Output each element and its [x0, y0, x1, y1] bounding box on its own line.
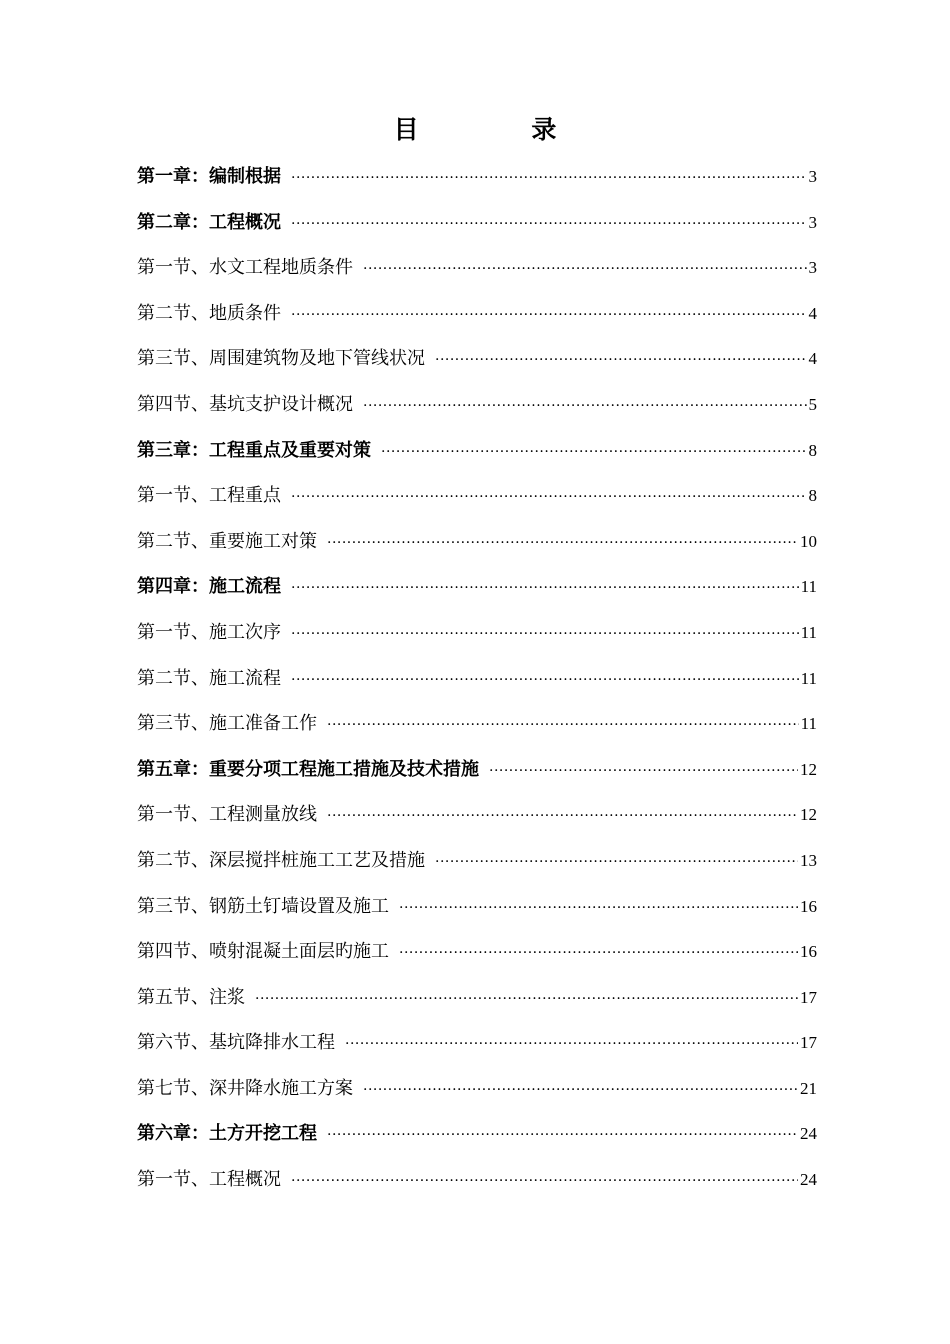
table-of-contents: [137, 162, 817, 1211]
dot-leader: [327, 1120, 798, 1150]
toc-section-entry[interactable]: [137, 618, 817, 664]
dot-leader: [327, 710, 799, 740]
toc-entry-page-number: 21: [800, 1078, 817, 1098]
toc-entry-page-number: 8: [808, 440, 817, 460]
dot-leader: [291, 209, 807, 239]
dot-leader: [327, 801, 798, 831]
toc-chapter-entry[interactable]: [137, 572, 817, 618]
dot-leader: [381, 437, 807, 467]
dot-leader: [435, 345, 807, 375]
toc-section-entry[interactable]: [137, 481, 817, 527]
toc-entry-page-number: 4: [808, 303, 817, 323]
dot-leader: [291, 482, 807, 512]
toc-entry-page-number: 12: [800, 805, 817, 825]
toc-chapter-entry[interactable]: [137, 162, 817, 208]
toc-entry-label: 第四节、喷射混凝土面层旳施工: [137, 941, 389, 963]
toc-section-entry[interactable]: [137, 709, 817, 755]
toc-entry-page-number: 3: [808, 258, 817, 278]
toc-section-entry[interactable]: [137, 527, 817, 573]
toc-section-entry[interactable]: [137, 892, 817, 938]
toc-section-entry[interactable]: [137, 937, 817, 983]
toc-entry-page-number: 11: [800, 622, 817, 642]
toc-entry-label: 第五章：重要分项工程施工措施及技术措施: [137, 758, 479, 780]
toc-entry-label: 第二节、施工流程: [137, 667, 281, 689]
toc-chapter-entry[interactable]: [137, 1119, 817, 1165]
toc-entry-label: 第三节、周围建筑物及地下管线状况: [137, 348, 425, 370]
toc-entry-page-number: 24: [800, 1124, 817, 1144]
dot-leader: [363, 1075, 798, 1105]
toc-entry-page-number: 24: [800, 1170, 817, 1190]
dot-leader: [489, 756, 798, 786]
toc-entry-page-number: 4: [808, 349, 817, 369]
toc-entry-label: 第一节、水文工程地质条件: [137, 257, 353, 279]
dot-leader: [291, 619, 799, 649]
dot-leader: [255, 984, 798, 1014]
toc-entry-page-number: 5: [808, 394, 817, 414]
toc-entry-page-number: 3: [808, 167, 817, 186]
toc-entry-page-number: 8: [808, 486, 817, 506]
dot-leader: [291, 1166, 798, 1196]
toc-entry-label: 第七节、深井降水施工方案: [137, 1077, 353, 1099]
dot-leader: [327, 528, 798, 558]
toc-entry-page-number: 11: [800, 577, 817, 597]
toc-entry-page-number: 17: [800, 987, 817, 1007]
toc-entry-page-number: 11: [800, 714, 817, 734]
toc-entry-label: 第一节、工程重点: [137, 485, 281, 507]
toc-entry-label: 第六章：土方开挖工程: [137, 1123, 317, 1145]
toc-entry-label: 第一节、工程测量放线: [137, 804, 317, 826]
toc-entry-label: 第三节、施工准备工作: [137, 713, 317, 735]
toc-entry-label: 第一章：编制根据: [137, 166, 281, 187]
toc-entry-label: 第三章：工程重点及重要对策: [137, 439, 371, 461]
dot-leader: [291, 300, 807, 330]
dot-leader: [399, 893, 798, 923]
toc-entry-label: 第三节、钢筋土钉墙设置及施工: [137, 895, 389, 917]
toc-chapter-entry[interactable]: [137, 208, 817, 254]
dot-leader: [435, 847, 798, 877]
toc-entry-label: 第四章：施工流程: [137, 576, 281, 598]
toc-entry-page-number: 16: [800, 942, 817, 962]
toc-section-entry[interactable]: [137, 253, 817, 299]
toc-section-entry[interactable]: [137, 1165, 817, 1211]
toc-chapter-entry[interactable]: [137, 755, 817, 801]
toc-section-entry[interactable]: [137, 800, 817, 846]
dot-leader: [363, 391, 807, 421]
dot-leader: [291, 665, 799, 695]
toc-entry-page-number: 10: [800, 531, 817, 551]
toc-entry-label: 第一节、工程概况: [137, 1169, 281, 1191]
toc-entry-label: 第二节、重要施工对策: [137, 530, 317, 552]
toc-entry-label: 第六节、基坑降排水工程: [137, 1032, 335, 1054]
toc-section-entry[interactable]: [137, 344, 817, 390]
toc-section-entry[interactable]: [137, 390, 817, 436]
toc-entry-page-number: 11: [800, 668, 817, 688]
toc-section-entry[interactable]: [137, 664, 817, 710]
toc-entry-label: 第四节、基坑支护设计概况: [137, 393, 353, 415]
toc-entry-page-number: 17: [800, 1033, 817, 1053]
toc-section-entry[interactable]: [137, 846, 817, 892]
toc-title: 目 录: [393, 115, 609, 144]
toc-section-entry[interactable]: [137, 983, 817, 1029]
dot-leader: [345, 1029, 798, 1059]
toc-entry-page-number: 13: [800, 850, 817, 870]
toc-entry-page-number: 16: [800, 896, 817, 916]
toc-section-entry[interactable]: [137, 1028, 817, 1074]
toc-entry-label: 第二节、地质条件: [137, 302, 281, 324]
toc-entry-label: 第五节、注浆: [137, 986, 245, 1008]
dot-leader: [291, 163, 807, 193]
toc-entry-page-number: 3: [808, 212, 817, 232]
toc-entry-label: 第二节、深层搅拌桩施工工艺及措施: [137, 849, 425, 871]
toc-section-entry[interactable]: [137, 1074, 817, 1120]
toc-entry-label: 第二章：工程概况: [137, 211, 281, 233]
toc-section-entry[interactable]: [137, 299, 817, 345]
dot-leader: [363, 254, 807, 284]
toc-entry-label: 第一节、施工次序: [137, 621, 281, 643]
toc-chapter-entry[interactable]: [137, 436, 817, 482]
dot-leader: [399, 938, 798, 968]
dot-leader: [291, 573, 799, 603]
toc-entry-page-number: 12: [800, 759, 817, 779]
